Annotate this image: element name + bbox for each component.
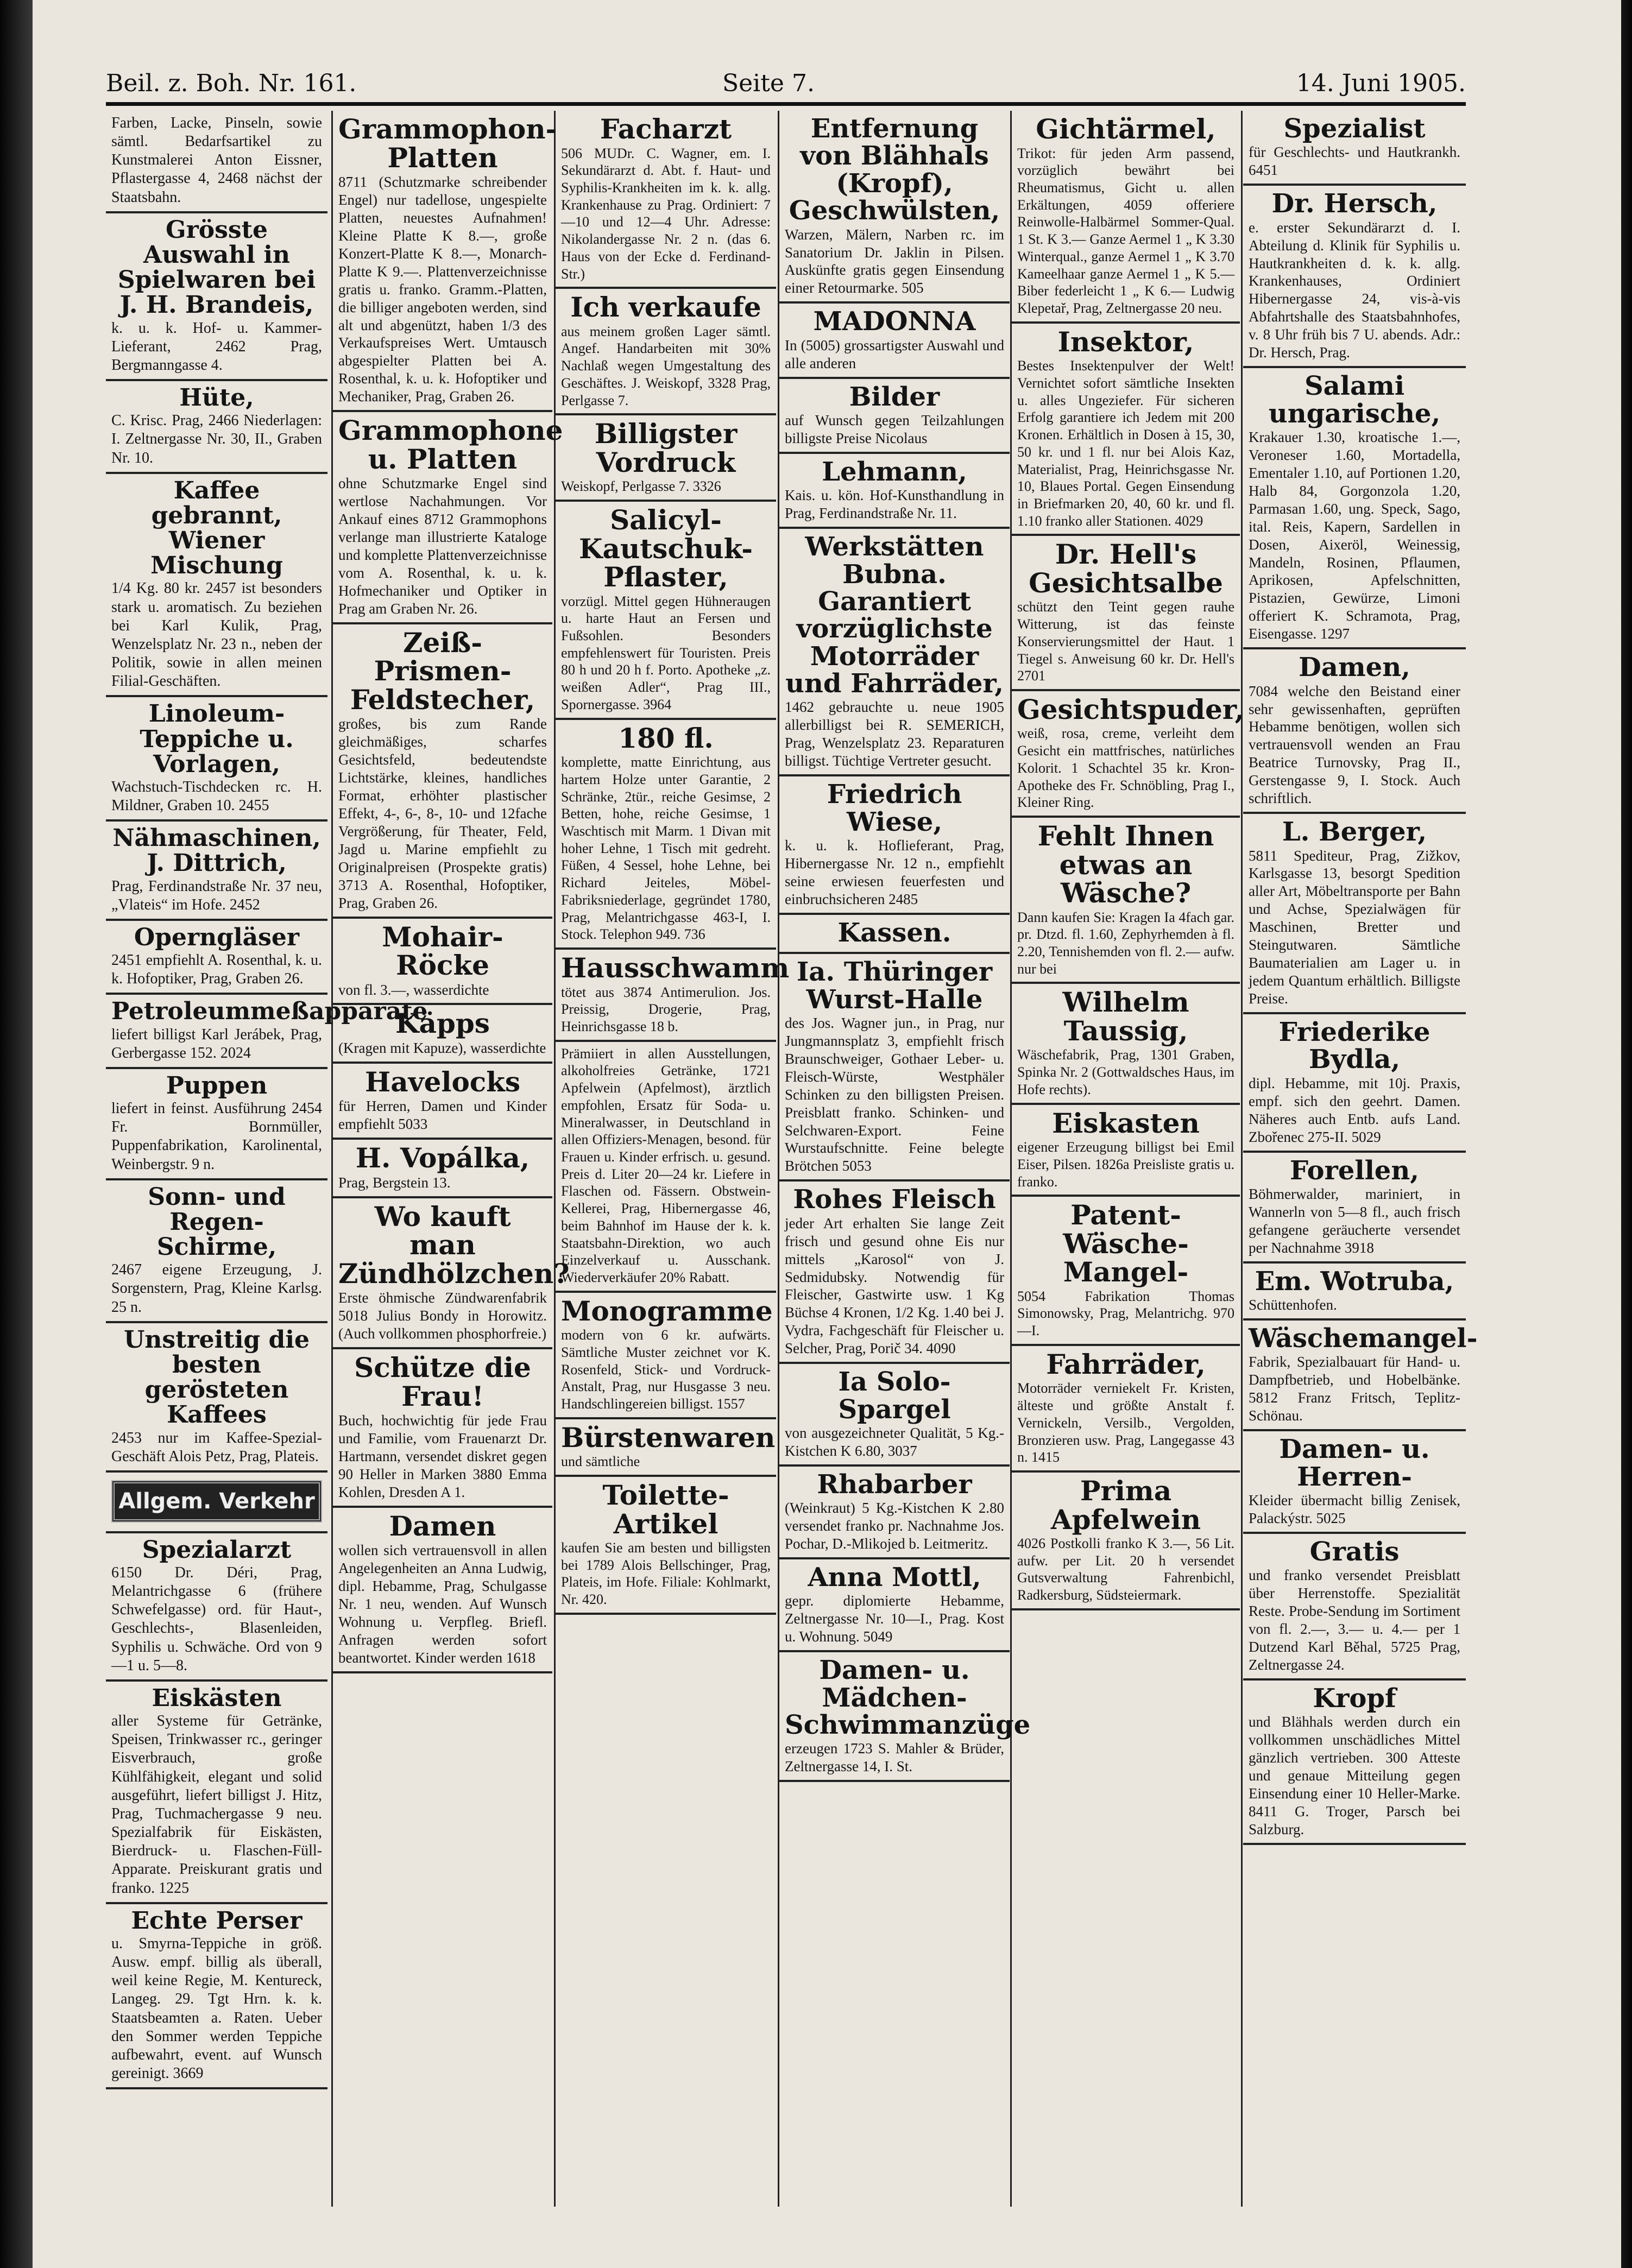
ad-body: 506 MUDr. C. Wagner, em. I. Sekundärarzt d. Abt. f. Haut- und Syphilis-Krankheiten im k. k. allg. Krankenhause zu Prag. Ordiniert: 7—10 und 12—4 Uhr. Adresse: Nikolandergasse Nr. 2 n. (das 6. Haus von der Ecke d. Ferdinand-Str.) (561, 145, 771, 282)
ad-block (779, 1182, 1010, 1364)
ad-body: Farben, Lacke, Pinseln, sowie sämtl. Bedarfsartikel zu Kunstmalerei Anton Eissner, Pflastergasse 4, 2468 nächst der Staatsbahn. (111, 115, 322, 206)
ad-block (779, 1652, 1031, 1782)
ad-headline: Linoleum-Teppiche u. Vorlagen, (140, 700, 294, 778)
ad-headline: Operngläser (134, 923, 300, 951)
ad-columns (106, 111, 1478, 2207)
ad-headline: Grammophone u. Platten (338, 414, 563, 475)
ad-block (1012, 1197, 1240, 1346)
ad-body: großes, bis zum Rande gleichmäßiges, scharfes Gesichtsfeld, bedeutendste Lichtstärke, kleines, handliches Format, erhöhter plastischer Effekt, 4-, 6-, 8-, 10- und 12fache Vergrößerung, für Theater, Feld, Jagd u. Marine empfiehlt zu Originalpreisen (Prospekte gratis) 3713 A. Rosenthal, Hofoptiker, Prag, Graben 26. (338, 716, 547, 911)
ad-block (1243, 1014, 1466, 1153)
ad-block (1243, 1431, 1466, 1534)
ad-headline: MADONNA (813, 306, 976, 337)
ad-block (779, 1559, 1010, 1652)
ad-block (1012, 1105, 1240, 1197)
ad-body: 5811 Spediteur, Prag, Zižkov, Karlsgasse 13, besorgt Spedition aller Art, Möbeltransporte per Bahn und Achse, Spezialwägen für Maschinen, Bretter und Steingutwaren. Sämtliche Baumaterialien am Lager u. in jedem Quantum erhältlich. Billigste Preise. (1249, 847, 1460, 1007)
ad-headline: 180 fl. (618, 722, 714, 754)
ad-body: (Kragen mit Kapuze), wasserdichte (338, 1039, 546, 1056)
ad-block (333, 919, 552, 1006)
ad-headline: Prima Apfelwein (1050, 1475, 1201, 1536)
ad-headline: Eiskästen (152, 1684, 282, 1712)
ad-body: kaufen Sie am besten und billigsten bei 1789 Alois Bellschinger, Prag, Plateis, im Hofe. Filiale: Kohlmarkt, Nr. 420. (561, 1540, 771, 1608)
ad-body: aller Systeme für Getränke, Speisen, Trinkwasser rc., geringer Eisverbrauch, große Kühlfähigkeit, elegant und solid ausgeführt, liefert billigst J. Hitz, Prag, Tuchmachergasse 9 neu. Spezialfabrik für Eiskästen, Bierdruck- u. Flaschen-Füll-Apparate. Preiskurant gratis und franko. 1225 (111, 1713, 322, 1897)
ad-headline: Rohes Fleisch (793, 1184, 996, 1215)
ad-block (1243, 1153, 1466, 1263)
ad-body: 4026 Postkolli franko K 3.—, 56 Lit. aufw. per Lit. 20 h versendet Gutsverwaltung Fahrenbichl, Radkersburg, Südsteiermark. (1017, 1536, 1234, 1603)
header-date: 14. Juni 1905. (1296, 70, 1466, 97)
ad-headline: Lehmann, (822, 456, 967, 487)
ad-block (556, 289, 776, 415)
ad-body: von ausgezeichneter Qualität, 5 Kg.-Kistchen K 6.80, 3037 (785, 1425, 1004, 1459)
ad-headline: Zeiß-Prismen-Feldstecher, (350, 626, 535, 716)
ad-headline: Patent- Wäsche-Mangel- (1063, 1199, 1189, 1288)
ad-block (106, 1323, 327, 1473)
ad-block (1012, 1346, 1240, 1473)
ad-body: liefert billigst Karl Jerábek, Prag, Gerbergasse 152. 2024 (111, 1026, 322, 1062)
ad-headline: Grammophon-Platten (338, 113, 557, 174)
ad-body: auf Wunsch gegen Teilzahlungen billigste Preise Nicolaus (785, 412, 1004, 446)
ad-body: dipl. Hebamme, mit 10j. Praxis, empf. sich den geehrt. Damen. Näheres auch Entb. aufs Land. Zbořenec 275-II. 5029 (1249, 1075, 1460, 1145)
ad-headline: Rhabarber (817, 1469, 972, 1500)
ad-headline: Anna Mottl, (808, 1562, 981, 1593)
ad-block (1243, 814, 1466, 1014)
ad-headline: Petroleummeßapparate (111, 997, 428, 1026)
ad-block (333, 1349, 552, 1508)
ad-block (779, 379, 1010, 454)
ad-headline: Spezialist (1283, 113, 1426, 144)
ad-headline: Wilhelm Taussig, (1062, 986, 1189, 1047)
header-issue: Beil. z. Boh. Nr. 161. (106, 70, 357, 97)
ad-headline: Puppen (166, 1071, 268, 1100)
ad-block (333, 412, 563, 624)
ad-block (1243, 111, 1466, 186)
ad-block (556, 111, 776, 289)
ad-body: 7084 welche den Beistand einer sehr gewissenhaften, geprüften Hebamme benötigen, wollen sich vertrauensvoll wenden an Frau Beatrice Turnovsky, Prag II., Gerstengasse 9, I. Stock. Auch schriftlich. (1249, 683, 1460, 807)
ad-body: liefert in feinst. Ausführung 2454 Fr. Bornmüller, Puppenfabrikation, Karolinental, Weinbergstr. 9 n. (111, 1100, 322, 1173)
ad-headline: Kaffee gebrannt, Wiener Mischung (150, 476, 283, 580)
ad-headline: Friedrich Wiese, (827, 779, 962, 837)
ad-headline: Dr. Hell's Gesichtsalbe (1029, 538, 1223, 599)
column-4 (779, 111, 1031, 2207)
ad-body: und sämtliche (561, 1454, 640, 1470)
section-heading: Allgem. Verkehr (111, 1480, 322, 1522)
ad-body: e. erster Sekundärarzt d. I. Abteilung d. Klinik für Syphilis u. Hautkrankheiten d. k. k. allg. Krankenhauses, Ordiniert Hibernergasse 24, vis-à-vis Abfahrtshalle des Staatsbahnhofes, v. 8 Uhr früh bis 7 U. abends. Adr.: Dr. Hersch, Prag. (1249, 219, 1460, 361)
ad-block (333, 1198, 570, 1349)
ad-headline: Gichtärmel, (1036, 113, 1216, 145)
ad-body: für Herren, Damen und Kinder empfiehlt 5033 (338, 1098, 547, 1133)
ad-body: 2453 nur im Kaffee-Spezial-Geschäft Alois Petz, Prag, Plateis. (111, 1429, 322, 1465)
ad-body: komplette, matte Einrichtung, aus hartem Holze unter Garantie, 2 Schränke, 2tür., reiche Gesimse, 2 Betten, hohe, reiche Gesimse, 1 Waschtisch mit Marm. 1 Divan mit hoher Lehne, 1 Tisch mit gedreht. Füßen, 4 Sessel, hohe Lehne, bei Richard Jeiteles, Möbel-Fabriksniederlage, gegründet 1780, Prag, Melantrichgasse 463-I, I. Stock. Telephon 949. 736 (561, 754, 771, 943)
ad-block (106, 111, 327, 213)
ad-body: Motorräder verniekelt Fr. Kristen, älteste und größte Anstalt f. Vernickeln, Versilb., Vergolden, Bronzieren usw. Prag, Langegasse 43 n. 1415 (1017, 1380, 1234, 1465)
ad-block (106, 213, 327, 381)
ad-body: 2467 eigene Erzeugung, J. Sorgenstern, Prag, Kleine Karlsg. 25 n. (111, 1261, 322, 1316)
ad-body: Erste öhmische Zündwarenfabrik 5018 Julius Bondy in Horowitz. (Auch vollkommen phosphorfreie.) (338, 1290, 547, 1342)
ad-headline: Hüte, (179, 384, 254, 412)
ad-headline: Billigster Vordruck (594, 418, 738, 478)
column-2 (333, 111, 570, 2207)
ad-body: 1462 gebrauchte u. neue 1905 allerbilligst bei R. SEMERICH, Prag, Wenzelsplatz 23. Reparaturen billigst. Tüchtige Vertreter gesucht. (785, 699, 1004, 769)
ad-block (106, 822, 327, 921)
ad-block (106, 1069, 327, 1180)
ad-headline: Kropf (1313, 1683, 1396, 1714)
ad-headline: Hausschwamm (561, 952, 790, 984)
ad-headline: Salicyl-Kautschuk-Pflaster, (579, 504, 753, 593)
column-5 (1012, 111, 1244, 2207)
ad-block (779, 915, 1010, 954)
ad-body: Dann kaufen Sie: Kragen Ia 4fach gar. pr. Dtzd. fl. 1.60, Zephyrhemden à fl. 2.20, Tennishemden von fl. 2.— aufw. nur bei (1017, 909, 1234, 977)
ad-headline: Damen, (1299, 652, 1410, 683)
ad-block (1012, 324, 1240, 536)
header-rule (106, 102, 1466, 106)
ad-headline: Wäschemangel- (1249, 1323, 1478, 1354)
ad-block (333, 1005, 552, 1063)
ad-headline: Werkstätten Bubna. Garantiert vorzüglichste Motorräder und Fahrräder, (785, 532, 1004, 699)
ad-block (556, 720, 776, 950)
ad-headline: Nähmaschinen, J. Dittrich, (112, 824, 321, 877)
ad-headline: Monogramme (561, 1294, 773, 1327)
ad-headline: Unstreitig die besten gerösteten Kaffees (124, 1325, 310, 1429)
ad-block (779, 954, 1010, 1182)
ad-block (106, 381, 327, 474)
ad-block (779, 304, 1010, 378)
ad-headline: Facharzt (600, 113, 732, 145)
ad-block (779, 1364, 1010, 1467)
ad-headline: Ich verkaufe (570, 291, 761, 324)
ad-block (556, 415, 776, 502)
ad-block (556, 950, 790, 1042)
ad-body: In (5005) grossartigster Auswahl und alle anderen (785, 337, 1004, 371)
ad-body: Trikot: für jeden Arm passend, vorzüglich bewährt bei Rheumatismus, Gicht u. allen Erkältungen, 4059 offeriere Reinwolle-Halbärmel Sommer-Qual. 1 St. K 3.— Ganze Aermel 1 „ K 3.30 Winterqual., ganze Aermel 1 „ K 3.70 Kameelhaar ganze Aermel 1 „ K 5.— Biber federleicht 1 „ K 6.— Ludwig Klepetař, Prag, Zeltnergasse 20 neu. (1017, 145, 1234, 316)
ad-headline: Grösste Auswahl in Spielwaren bei J. H. Brandeis, (117, 216, 316, 319)
ad-headline: Sonn- und Regen-Schirme, (148, 1183, 286, 1261)
ad-body: tötet aus 3874 Antimerulion. Jos. Preissig, Drogerie, Prag, Heinrichsgasse 18 b. (561, 984, 771, 1034)
ad-body: jeder Art erhalten Sie lange Zeit frisch und gesund ohne Eis nur mittels „Karosol“ von J. Sedmidubsky. Notwendig für Fleischer, Gastwirte usw. 1 Kg Büchse 4 Kronen, 1/2 Kg. 1.40 bei J. Vydra, Fachgeschäft für Fleischer u. Selcher, Prag, Porič 34. 4090 (785, 1215, 1004, 1357)
ad-headline: Ia. Thüringer Wurst-Halle (796, 957, 993, 1015)
ad-headline: Fehlt Ihnen etwas an Wäsche? (1037, 820, 1214, 909)
ad-block (106, 921, 327, 995)
ad-body: modern von 6 kr. aufwärts. Sämtliche Muster zeichnet vor K. Rosenfeld, Stick- und Vordruck-Anstalt, Prag, nur Husgasse 3 neu. Handschlingereien billigst. 1557 (561, 1327, 771, 1412)
ad-headline: Bilder (849, 381, 940, 412)
ad-body: u. Smyrna-Teppiche in größ. Ausw. empf. billig als überall, weil keine Regie, M. Kentureck, Langeg. 29. Tgt Hrn. k. k. Staatsbeamten a. Raten. Ueber den Sommer werden Teppiche aufbewahrt, event. auf Wunsch gereinigt. 3669 (111, 1935, 322, 2082)
ad-block (779, 776, 1010, 915)
ad-body: Prag, Ferdinandstraße Nr. 37 neu, „Vlateis“ im Hofe. 2452 (111, 877, 322, 913)
ad-body: C. Krisc. Prag, 2466 Niederlagen: I. Zeltnergasse Nr. 30, II., Graben Nr. 10. (111, 412, 322, 466)
ad-headline: Fahrräder, (1046, 1348, 1206, 1380)
ad-block (1243, 368, 1466, 649)
ad-block (1243, 1321, 1478, 1431)
ad-body: Fabrik, Spezialbauart für Hand- u. Dampfbetrieb, und Hobelbänke. 5812 Franz Fritsch, Teplitz-Schönau. (1249, 1354, 1460, 1424)
ad-body: Bestes Insektenpulver der Welt! Vernichtet sofort sämtliche Insekten u. alles Ungeziefer. Für sicheren Erfolg garantiere ich Jedem mit 200 Kronen. Erhältlich in Dosen à 15, 30, 50 kr. und 1 fl. nur bei Alois Kaz, Materialist, Prag, Heinrichsgasse Nr. 10, Blaues Portal. Gegen Einsendung in Briefmarken 20, 40, 60 kr. und fl. 1.10 franko aller Stationen. 4029 (1017, 358, 1234, 529)
ad-headline: L. Berger, (1282, 817, 1427, 848)
ad-block (1012, 536, 1240, 691)
ad-headline: Salami ungarische, (1268, 371, 1441, 429)
ad-headline: Eiskasten (1052, 1107, 1200, 1139)
ad-headline: Bürstenwaren (561, 1421, 776, 1454)
ad-block (1012, 818, 1240, 984)
ad-block (1012, 691, 1244, 818)
ad-body: 1/4 Kg. 80 kr. 2457 ist besonders stark u. aromatisch. Zu beziehen bei Karl Kulik, Prag, Wenzelsplatz Nr. 23 n., neben der Politik, sowie in allen meinen Filial-Geschäften. (111, 580, 322, 690)
ad-body: Kleider übermacht billig Zenisek, Palackýstr. 5025 (1249, 1492, 1460, 1526)
ad-body: schützt den Teint gegen rauhe Witterung, ist das feinste Konservierungsmittel der Haut. 1 Tiegel s. Anweisung 60 kr. Dr. Hell's 2701 (1017, 599, 1234, 684)
ad-headline: Käpps (395, 1007, 490, 1040)
ad-block (1012, 984, 1240, 1104)
ad-body: 5054 Fabrikation Thomas Simonowsky, Prag, Melantrichg. 970—I. (1017, 1288, 1234, 1339)
ad-headline: Spezialarzt (142, 1536, 292, 1564)
ad-headline: Kassen. (837, 917, 952, 948)
ad-headline: Ia Solo-Spargel (838, 1367, 951, 1425)
ad-body: Weiskopf, Perlgasse 7. 3326 (561, 478, 721, 495)
ad-headline: Entfernung von Blähhals (Kropf), Geschwülsten, (789, 113, 1000, 226)
page-header (106, 70, 1466, 103)
ad-body: Prämiiert in allen Ausstellungen, alkoholfreies Getränke, 1721 Apfelwein (Apfelmost), ärztlich empfohlen, Ersatz für Soda- u. Mineralwasser, in Deutschland in allen Offiziers-Menagen, besond. für Frauen u. Kinder erfrisch. u. gesund. Preis d. Liter 20—24 kr. Liefere in Flaschen od. Fässern. Obstwein-Kellerei, Prag, Hibernergasse 46, beim Bahnhof im Hause der k. k. Staatsbahn-Direktion, wo auch Einzelverkauf u. Ausschank. Wiederverkäufer 20% Rabatt. (561, 1045, 771, 1285)
ad-body: Schüttenhofen. (1249, 1297, 1337, 1313)
ad-headline: Havelocks (364, 1065, 521, 1098)
ad-body: erzeugen 1723 S. Mahler & Brüder, Zeltnergasse 14, I. St. (785, 1740, 1004, 1775)
ad-body: und franko versendet Preisblatt über Herrenstoffe. Spezialität Reste. Probe-Sendung im Sortiment von fl. 2.—, 3.— u. 4.— per 1 Dutzend Karl Běhal, 5725 Prag, Zeltnergasse 24. (1249, 1567, 1460, 1673)
ad-body: aus meinem großen Lager sämtl. Angef. Handarbeiten mit 30% Nachlaß wegen Umgestaltung des Geschäftes. J. Weiskopf, 3328 Prag, Perlgasse 7. (561, 323, 771, 408)
ad-body: Buch, hochwichtig für jede Frau und Familie, vom Frauenarzt Dr. Hartmann, versendet diskret gegen 90 Heller in Marken 3880 Emma Kohlen, Dresden A 1. (338, 1412, 547, 1500)
column-6 (1243, 111, 1478, 2207)
ad-headline: Em. Wotruba, (1255, 1266, 1454, 1297)
ad-body: Kais. u. kön. Hof-Kunsthandlung in Prag, Ferdinandstraße Nr. 11. (785, 487, 1004, 522)
ad-block (333, 111, 557, 412)
ad-headline: Insektor, (1057, 325, 1194, 358)
ad-body: 2451 empfiehlt A. Rosenthal, k. u. k. Hofoptiker, Prag, Graben 26. (111, 952, 322, 988)
ad-block (1243, 1263, 1466, 1321)
ad-body: wollen sich vertrauensvoll in allen Angelegenheiten an Anna Ludwig, dipl. Hebamme, Prag, Schulgasse Nr. 1 neu, wenden. Auf Wunsch Wohnung u. Verpfleg. Briefl. Anfragen werden sofort beantwortet. Kinder werden 1618 (338, 1542, 547, 1666)
ad-headline: Mohair-Röcke (382, 920, 503, 981)
ad-block (106, 1682, 327, 1904)
ad-headline: Schütze die Frau! (354, 1351, 531, 1412)
ad-block (1243, 649, 1466, 814)
ad-headline: Echte Perser (131, 1906, 303, 1935)
ad-headline: Forellen, (1290, 1155, 1419, 1186)
ad-block (333, 1064, 552, 1140)
ad-block (106, 1533, 327, 1682)
ad-headline: Damen- u. Mädchen-Schwimmanzüge (785, 1655, 1031, 1741)
ad-block (556, 502, 776, 720)
ad-body: und Blähhals werden durch ein vollkommen unschädliches Mittel gänzlich vertrieben. 300 Atteste und genaue Mitteilung gegen Einsendung einer 10 Heller-Marke. 8411 G. Troger, Parsch bei Salzburg. (1249, 1714, 1460, 1837)
ad-block (556, 1042, 776, 1293)
ad-block (779, 111, 1010, 304)
ad-body: gepr. diplomierte Hebamme, Zeltnergasse Nr. 10—I., Prag. Kost u. Wohnung. 5049 (785, 1593, 1004, 1645)
ad-body: Prag, Bergstein 13. (338, 1174, 451, 1191)
ad-headline: Damen (389, 1509, 496, 1542)
ad-headline: Friederike Bydla, (1278, 1016, 1431, 1075)
ad-body: Wachstuch-Tischdecken rc. H. Mildner, Graben 10. 2455 (111, 778, 322, 814)
ad-block (556, 1419, 776, 1477)
ad-headline: H. Vopálka, (355, 1142, 530, 1174)
ad-block (106, 697, 327, 822)
ad-body: vorzügl. Mittel gegen Hühneraugen u. harte Haut an Fersen und Fußsohlen. Besonders empfehlenswert für Touristen. Preis 80 h und 20 h f. Porto. Apotheke „z. weißen Adler“, Prag III., Spornergasse. 3964 (561, 593, 771, 712)
ad-body: Böhmerwalder, mariniert, in Wannerln von 5—8 fl., auch frisch gefangene geräucherte versendet per Nachnahme 3918 (1249, 1185, 1460, 1256)
ad-block (1012, 111, 1240, 324)
ad-block (1243, 1534, 1466, 1681)
ad-block (556, 1293, 776, 1419)
header-page-number: Seite 7. (722, 70, 815, 97)
ad-block (106, 1180, 327, 1323)
ad-block (333, 624, 552, 919)
ad-body: (Weinkraut) 5 Kg.-Kistchen K 2.80 versendet franko pr. Nachnahme Jos. Pochar, D.-Mlikojed b. Leitmeritz. (785, 1500, 1004, 1552)
scan-edge-left (0, 0, 33, 2268)
ad-body: ohne Schutzmarke Engel sind wertlose Nachahmungen. Vor Ankauf eines 8712 Grammophons verlange man illustrierte Kataloge und komplette Plattenverzeichnisse vom A. Rosenthal, k. u. k. Hofmechaniker und Optiker in Prag am Graben Nr. 26. (338, 475, 547, 617)
ad-body: k. u. k. Hoflieferant, Prag, Hibernergasse Nr. 12 n., empfiehlt seine erwiesen feuerfesten und einbruchsicheren 2485 (785, 837, 1004, 907)
ad-block (106, 1904, 327, 2089)
ad-body: Wäschefabrik, Prag, 1301 Graben, Spinka Nr. 2 (Gottwaldsches Haus, im Hofe rechts). (1017, 1047, 1234, 1097)
ad-body: k. u. k. Hof- u. Kammer-Lieferant, 2462 Prag, Bergmanngasse 4. (111, 319, 322, 374)
ad-headline: Wo kauft man Zündhölzchen? (338, 1200, 570, 1290)
ad-body: 8711 (Schutzmarke schreibender Engel) nur tadellose, ungespielte Platten, neuestes Aufnahmen! Kleine Platte K 8.—, große Konzert-Platte K 8.—, Monarch-Platte K 9.—. Plattenverzeichnisse gratis u. franko. Gramm.-Platten, die billiger angeboten werden, sind alt und abgenützt, haben 1/3 des Verkaufspreises Wert. Umtausch abgespielter Platten bei A. Rosenthal, k. u. k. Hofoptiker und Mechaniker, Prag, Graben 26. (338, 174, 547, 405)
ad-block (106, 1473, 327, 1533)
ad-headline: Dr. Hersch, (1271, 188, 1438, 219)
ad-block (556, 1477, 776, 1615)
ad-headline: Gesichtspuder, (1017, 693, 1244, 725)
ad-body: von fl. 3.—, wasserdichte (338, 981, 489, 998)
ad-block (333, 1508, 552, 1673)
ad-body: Krakauer 1.30, kroatische 1.—, Veroneser 1.60, Mortadella, Ementaler 1.10, auf Portionen 1.20, Halb 84, Gorgonzola 1.20, Parmasan 1.60, ung. Speck, Sago, ital. Reis, Kapern, Sardellen in Dosen, Aixeröl, Weinessig, Mandeln, Rosinen, Pflaumen, Aprikosen, Apfelschnitten, Pistazien, Gewürze, Limoni offeriert K. Schramota, Prag, Eisengasse. 1297 (1249, 428, 1460, 642)
column-3 (556, 111, 790, 2207)
ad-block (1243, 186, 1466, 368)
ad-block (106, 995, 428, 1069)
ad-body: eigener Erzeugung billigst bei Emil Eiser, Pilsen. 1826a Preisliste gratis u. franko. (1017, 1139, 1234, 1190)
ad-headline: Gratis (1309, 1536, 1400, 1567)
ad-headline: Damen- u. Herren- (1279, 1434, 1430, 1492)
ad-block (1243, 1681, 1466, 1845)
ad-headline: Toilette-Artikel (602, 1479, 729, 1540)
ad-block (779, 529, 1010, 776)
ad-block (106, 474, 327, 698)
ad-body: für Geschlechts- und Hautkrankh. 6451 (1249, 144, 1460, 179)
ad-block (333, 1140, 552, 1198)
ad-body: des Jos. Wagner jun., in Prag, nur Jungmannsplatz 3, empfiehlt frisch Braunschweiger, Gothaer Leber- u. Fleisch-Würste, Westphäler Schinken zu den billigsten Preisen. Preisblatt franko. Schinken- und Selchwaren-Export. Feine Wurstaufschnitte. Feine belegte Brötchen 5053 (785, 1014, 1004, 1174)
ad-body: Warzen, Mälern, Narben rc. im Sanatorium Dr. Jaklin in Pilsen. Auskünfte gratis gegen Einsendung einer Retourmarke. 505 (785, 226, 1004, 296)
ad-body: weiß, rosa, creme, verleiht dem Gesicht ein mattfrisches, natürliches Kolorit. 1 Schachtel 35 kr. Kron-Apotheke des Fr. Schnöbling, Prag I., Kleiner Ring. (1017, 725, 1234, 811)
ad-body: 6150 Dr. Déri, Prag, Melantrichgasse 6 (frühere Schwefelgasse) ord. für Haut-, Geschlechts-, Blasenleiden, Syphilis u. Schwäche. Ord von 9—1 u. 5—8. (111, 1564, 322, 1674)
ad-block (1012, 1473, 1240, 1610)
ad-block (779, 454, 1010, 529)
ad-block (779, 1467, 1010, 1559)
